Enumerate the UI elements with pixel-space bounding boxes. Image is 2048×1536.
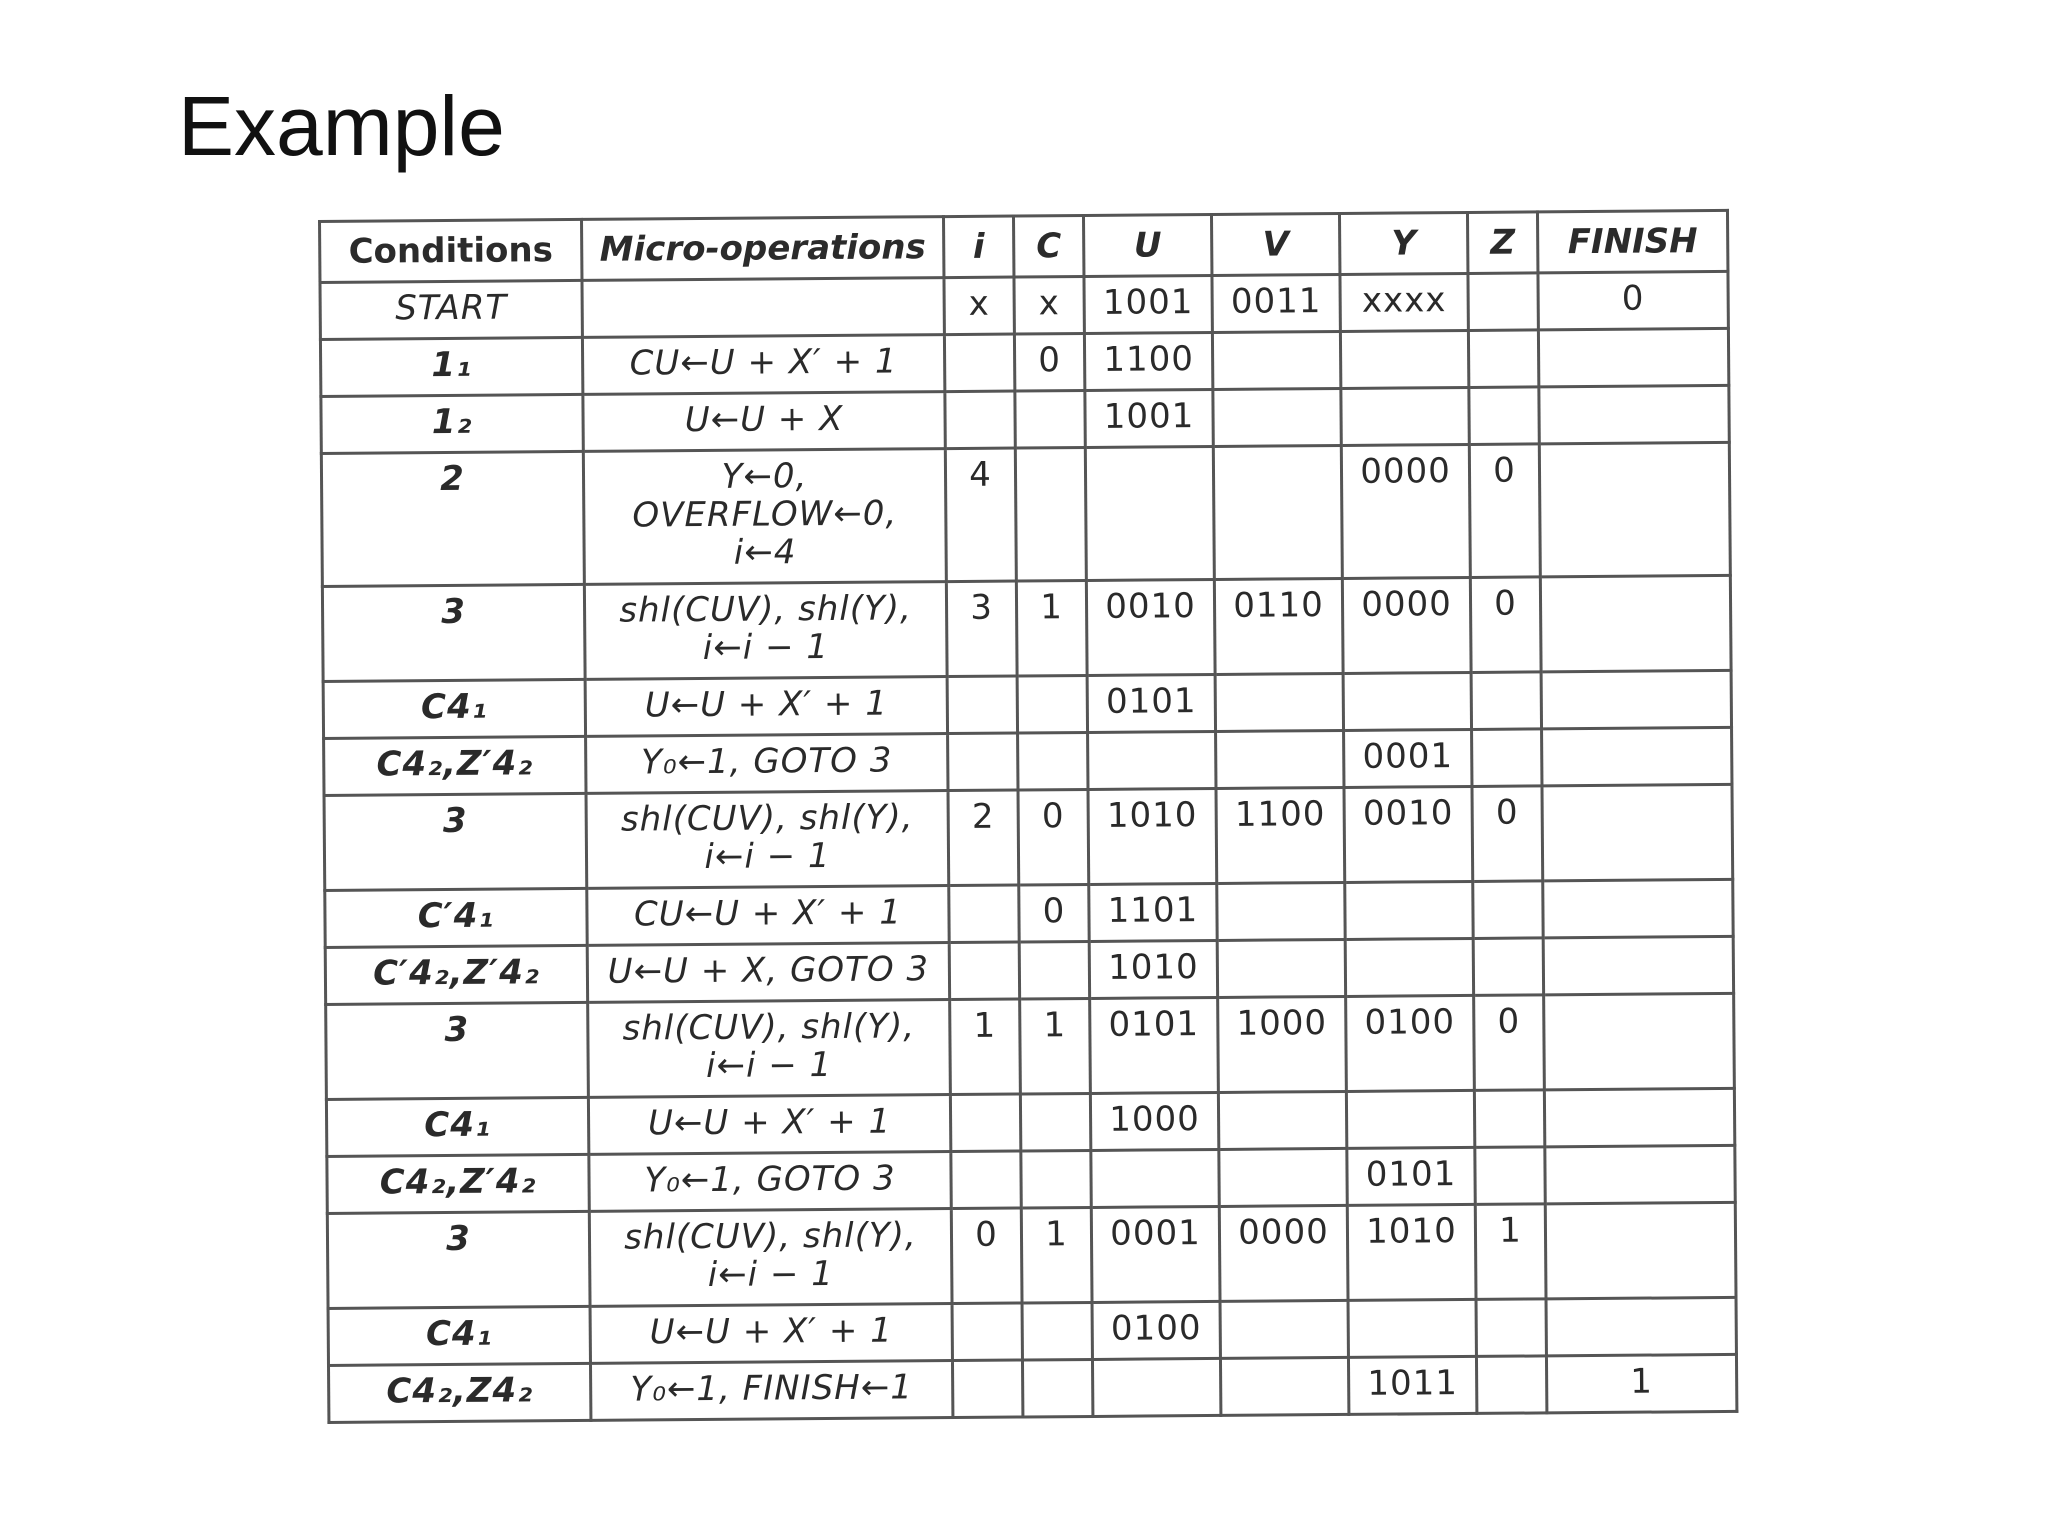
table-row xyxy=(326,993,1735,1099)
cell-y: 1011 xyxy=(1348,1356,1476,1414)
micro-operation-line: i←4 xyxy=(733,532,797,573)
cell-y: xxxx xyxy=(1340,273,1468,331)
cell-i: x xyxy=(944,277,1014,335)
cell-micro-operations xyxy=(587,886,949,946)
cell-micro-operations xyxy=(588,1095,950,1155)
cell-z xyxy=(1473,881,1543,939)
cell-z xyxy=(1473,938,1543,996)
cell-i: 4 xyxy=(945,448,1016,582)
micro-operation-line: Y₀←1, GOTO 3 xyxy=(641,740,893,783)
cell-micro-operations xyxy=(582,335,944,395)
cell-i: 3 xyxy=(946,581,1017,677)
cell-v xyxy=(1219,1148,1347,1206)
cell-c xyxy=(1020,1093,1090,1151)
micro-operation-line: i←i − 1 xyxy=(704,835,831,877)
cell-z xyxy=(1471,672,1541,730)
cell-y: 0100 xyxy=(1346,995,1475,1091)
cell-micro-operations xyxy=(584,582,947,680)
micro-operation-line: OVERFLOW←0, xyxy=(632,493,898,536)
cell-c: 1 xyxy=(1020,998,1091,1094)
micro-operation-line xyxy=(590,285,937,288)
cell-condition: C′4₂,Z′4₂ xyxy=(325,945,587,1004)
header-i: i xyxy=(943,216,1013,278)
cell-u: 0001 xyxy=(1091,1206,1220,1302)
header-conditions: Conditions xyxy=(320,219,582,282)
cell-y: 0010 xyxy=(1344,786,1473,882)
cell-i: 2 xyxy=(948,790,1019,886)
cell-c: 0 xyxy=(1018,789,1089,885)
cell-condition: START xyxy=(320,280,582,339)
cell-c xyxy=(1022,1302,1092,1360)
cell-c xyxy=(1015,447,1086,581)
cell-condition: C4₂,Z′4₂ xyxy=(324,736,586,795)
cell-finish xyxy=(1544,1088,1734,1146)
table-row xyxy=(327,1202,1736,1308)
cell-condition: C′4₁ xyxy=(325,888,587,947)
cell-v xyxy=(1218,1091,1346,1149)
slide-title: Example xyxy=(178,79,505,173)
cell-finish xyxy=(1539,385,1729,443)
cell-v: 1100 xyxy=(1216,787,1345,883)
cell-z xyxy=(1469,387,1539,445)
cell-condition: 1₂ xyxy=(321,394,583,453)
cell-v: 0000 xyxy=(1219,1205,1348,1301)
header-c: C xyxy=(1013,215,1083,277)
cell-c xyxy=(1021,1150,1091,1208)
cell-z xyxy=(1474,1090,1544,1148)
micro-operation-line: U←U + X, GOTO 3 xyxy=(607,949,930,992)
cell-v xyxy=(1213,445,1342,579)
cell-u: 1010 xyxy=(1089,940,1217,998)
micro-operation-line: shl(CUV), shl(Y), xyxy=(620,797,914,840)
micro-operation-line: U←U + X xyxy=(684,398,844,441)
header-micro-operations: Micro-operations xyxy=(582,217,944,281)
cell-y: 0000 xyxy=(1341,444,1470,578)
cell-condition: C4₂,Z4₂ xyxy=(328,1363,590,1422)
cell-u: 1100 xyxy=(1084,332,1212,390)
cell-micro-operations xyxy=(583,449,946,585)
cell-y: 0000 xyxy=(1342,577,1471,673)
cell-v xyxy=(1220,1300,1348,1358)
cell-condition: 3 xyxy=(327,1211,590,1308)
header-u: U xyxy=(1083,214,1211,276)
cell-z: 0 xyxy=(1472,786,1543,882)
cell-y xyxy=(1340,330,1468,388)
cell-c: x xyxy=(1014,276,1084,334)
cell-condition: C4₂,Z′4₂ xyxy=(327,1154,589,1213)
header-z: Z xyxy=(1467,212,1537,274)
cell-i xyxy=(947,676,1017,734)
cell-c: 0 xyxy=(1014,333,1084,391)
cell-i xyxy=(945,391,1015,449)
cell-v: 1000 xyxy=(1218,996,1347,1092)
cell-i xyxy=(952,1303,1022,1361)
table-row xyxy=(324,784,1733,890)
cell-c: 1 xyxy=(1016,580,1087,676)
cell-u: 1000 xyxy=(1090,1092,1218,1150)
cell-finish xyxy=(1544,993,1735,1089)
cell-finish xyxy=(1541,670,1731,728)
micro-operation-line: Y₀←1, GOTO 3 xyxy=(644,1158,896,1201)
table-row xyxy=(322,575,1731,681)
cell-c: 0 xyxy=(1019,884,1089,942)
trace-table xyxy=(318,209,1738,1424)
cell-u: 0101 xyxy=(1087,674,1215,732)
cell-v xyxy=(1213,388,1341,446)
micro-operation-line: shl(CUV), shl(Y), xyxy=(624,1215,917,1258)
cell-i xyxy=(950,1094,1020,1152)
table-row xyxy=(328,1354,1736,1422)
cell-y: 1010 xyxy=(1347,1204,1476,1300)
cell-i xyxy=(944,334,1014,392)
cell-v xyxy=(1217,939,1345,997)
cell-v: 0011 xyxy=(1212,274,1340,332)
cell-u: 1010 xyxy=(1088,788,1217,884)
cell-micro-operations xyxy=(590,1304,952,1364)
cell-z: 0 xyxy=(1469,444,1540,578)
header-v: V xyxy=(1211,213,1339,275)
cell-micro-operations xyxy=(590,1361,952,1421)
cell-y: 0001 xyxy=(1344,729,1472,787)
cell-u: 1101 xyxy=(1089,883,1217,941)
cell-micro-operations xyxy=(582,278,944,338)
cell-i xyxy=(952,1360,1022,1418)
cell-finish xyxy=(1539,442,1730,576)
cell-micro-operations xyxy=(586,734,948,794)
micro-operation-line: i←i − 1 xyxy=(707,1253,835,1295)
cell-finish xyxy=(1543,936,1733,994)
cell-micro-operations xyxy=(586,791,949,889)
cell-u: 0101 xyxy=(1090,997,1219,1093)
table-header-row xyxy=(320,210,1728,282)
micro-operation-line: U←U + X′ + 1 xyxy=(644,683,889,726)
cell-condition: 3 xyxy=(326,1002,589,1099)
cell-z xyxy=(1468,273,1538,331)
header-y: Y xyxy=(1339,212,1467,274)
cell-micro-operations xyxy=(585,677,947,737)
cell-z xyxy=(1472,729,1542,787)
header-finish: FINISH xyxy=(1537,210,1727,272)
cell-z: 1 xyxy=(1475,1204,1546,1300)
trace-table-body xyxy=(320,271,1737,1422)
micro-operation-line: CU←U + X′ + 1 xyxy=(629,341,898,384)
cell-condition: C4₁ xyxy=(326,1097,588,1156)
cell-v xyxy=(1217,882,1345,940)
cell-finish xyxy=(1545,1202,1736,1298)
cell-z xyxy=(1476,1356,1546,1414)
cell-v xyxy=(1212,331,1340,389)
cell-finish xyxy=(1542,784,1733,880)
cell-finish xyxy=(1543,879,1733,937)
cell-finish xyxy=(1542,727,1732,785)
cell-c: 1 xyxy=(1021,1207,1092,1303)
cell-condition: 2 xyxy=(321,451,584,586)
cell-v xyxy=(1220,1357,1348,1415)
micro-operation-line: Y₀←1, FINISH←1 xyxy=(630,1367,914,1410)
micro-operation-line: i←i − 1 xyxy=(705,1044,833,1086)
cell-y xyxy=(1341,387,1469,445)
cell-z xyxy=(1476,1299,1546,1357)
cell-micro-operations xyxy=(583,392,945,452)
cell-condition: 3 xyxy=(322,584,585,681)
cell-z: 0 xyxy=(1470,577,1541,673)
micro-operation-line: shl(CUV), shl(Y), xyxy=(619,588,913,631)
cell-c xyxy=(1018,732,1088,790)
cell-y xyxy=(1348,1299,1476,1357)
cell-finish xyxy=(1545,1145,1735,1203)
cell-u: 1001 xyxy=(1085,389,1213,447)
cell-u: 0100 xyxy=(1092,1301,1220,1359)
micro-operation-line: CU←U + X′ + 1 xyxy=(633,892,903,935)
cell-u: 0010 xyxy=(1086,579,1215,675)
cell-condition: C4₁ xyxy=(323,679,585,738)
cell-c xyxy=(1019,941,1089,999)
table-row xyxy=(321,442,1730,586)
cell-finish xyxy=(1538,328,1728,386)
cell-u xyxy=(1088,731,1216,789)
micro-operation-line: i←i − 1 xyxy=(702,627,830,668)
cell-i xyxy=(948,733,1018,791)
cell-condition: 1₁ xyxy=(320,337,582,396)
cell-micro-operations xyxy=(589,1209,952,1307)
cell-u: 1001 xyxy=(1084,275,1212,333)
micro-operation-line: Y←0, xyxy=(721,456,808,497)
cell-condition: C4₁ xyxy=(328,1306,590,1365)
cell-i: 0 xyxy=(951,1208,1022,1304)
cell-micro-operations xyxy=(588,1000,951,1098)
cell-u xyxy=(1092,1358,1220,1416)
micro-operation-line: U←U + X′ + 1 xyxy=(649,1310,893,1353)
cell-v xyxy=(1215,673,1343,731)
cell-c xyxy=(1017,675,1087,733)
cell-u xyxy=(1085,446,1214,580)
cell-finish xyxy=(1540,575,1731,671)
cell-u xyxy=(1091,1149,1219,1207)
cell-c xyxy=(1015,390,1085,448)
cell-y xyxy=(1343,672,1471,730)
cell-finish xyxy=(1546,1297,1736,1355)
cell-z: 0 xyxy=(1474,995,1545,1091)
cell-i xyxy=(949,885,1019,943)
cell-i xyxy=(949,942,1019,1000)
cell-finish: 0 xyxy=(1538,271,1728,329)
trace-table-container xyxy=(318,209,1735,1424)
cell-z xyxy=(1468,330,1538,388)
micro-operation-line: shl(CUV), shl(Y), xyxy=(622,1006,916,1049)
cell-y xyxy=(1345,938,1473,996)
cell-y xyxy=(1345,881,1473,939)
cell-micro-operations xyxy=(589,1152,951,1212)
cell-v xyxy=(1216,730,1344,788)
cell-i: 1 xyxy=(950,999,1021,1095)
cell-v: 0110 xyxy=(1214,578,1343,674)
cell-i xyxy=(951,1151,1021,1209)
cell-y xyxy=(1346,1090,1474,1148)
micro-operation-line: U←U + X′ + 1 xyxy=(647,1101,892,1144)
cell-c xyxy=(1022,1359,1092,1417)
cell-finish: 1 xyxy=(1546,1354,1736,1412)
cell-z xyxy=(1475,1147,1545,1205)
cell-micro-operations xyxy=(587,943,949,1003)
cell-condition: 3 xyxy=(324,793,587,890)
cell-y: 0101 xyxy=(1347,1147,1475,1205)
